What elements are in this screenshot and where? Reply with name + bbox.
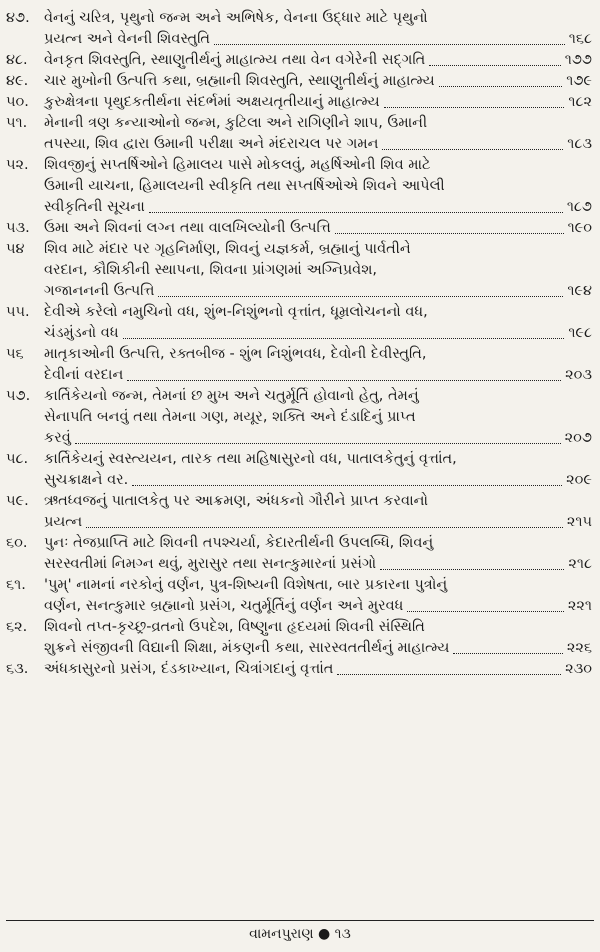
dot-leader xyxy=(127,380,561,381)
page-number: ૧૮૩ xyxy=(567,136,592,152)
entry-number: ૪૯. xyxy=(6,73,29,89)
entry-title-line: પ્રયત્ન અને વેનની શિવસ્તુતિ xyxy=(44,31,211,47)
page-number: ૧૯૮ xyxy=(568,325,592,341)
entry-number: ૫૭. xyxy=(6,388,31,404)
entry-title-line: કાર્તિકેયનો જન્મ, તેમનાં છ મુખ અને ચતુર્મૂર્તિ હોવાનો હેતુ, તેમનું xyxy=(44,388,419,404)
entry-last-line xyxy=(44,638,592,659)
entry-title-line: વરદાન, કૌશિકીની સ્થાપના, શિવના પ્રાંગણમાં અગ્નિપ્રવેશ, xyxy=(44,262,378,278)
entry-number: ૫૫. xyxy=(6,304,30,320)
entry-last-line xyxy=(44,29,592,50)
toc-entry xyxy=(6,155,592,218)
entry-title-line: ઉમા અને શિવનાં લગ્ન તથા વાલખિલ્યોની ઉત્પત્તિ xyxy=(44,220,331,236)
entry-title-line: સેનાપતિ બનવું તથા તેમના ગણ, મયૂર, શક્તિ અને દંડાદિનું પ્રાપ્ત xyxy=(44,409,416,425)
footer-text: વામનપુરાણ ● ૧૩ xyxy=(249,926,351,942)
entry-last-line xyxy=(44,50,592,71)
entry-title-line: દેવીનાં વરદાન xyxy=(44,367,124,383)
page-number: ૨૧૫ xyxy=(566,514,592,530)
entry-title-line: કાર્તિકેયનું સ્વસ્ત્યયન, તારક તથા મહિષાસુરનો વધ, પાતાલકેતુનું વૃત્તાંત, xyxy=(44,451,457,467)
dot-leader xyxy=(439,86,563,87)
entry-number: ૫૪ xyxy=(6,241,25,257)
entry-body xyxy=(44,344,592,386)
toc-entry xyxy=(6,386,592,449)
entry-body xyxy=(44,491,592,533)
entry-body xyxy=(44,533,592,575)
entry-title-line: દેવીએ કરેલો નમુચિનો વધ, શુંભ-નિશુંભનો વૃત્તાંત, ધૂમ્રલોચનનો વધ, xyxy=(44,304,428,320)
entry-last-line xyxy=(44,596,592,617)
entry-body xyxy=(44,113,592,155)
entry-last-line xyxy=(44,554,592,575)
entry-title-line: શિવનો તપ્ત-કૃચ્છ્ર-વ્રતનો ઉપદેશ, વિષ્ણુના હૃદયમાં શિવની સંસ્થિતિ xyxy=(44,619,425,635)
entry-last-line xyxy=(44,470,592,491)
dot-leader xyxy=(149,212,563,213)
page-number: ૧૮૨ xyxy=(568,94,592,110)
entry-last-line xyxy=(44,659,592,680)
entry-last-line xyxy=(44,134,592,155)
page-footer xyxy=(0,920,600,948)
entry-body xyxy=(44,218,592,239)
entry-title-line: પ્રયત્ન xyxy=(44,514,83,530)
entry-body xyxy=(44,155,592,218)
entry-number: ૫૨. xyxy=(6,157,29,173)
entry-body xyxy=(44,50,592,71)
entry-title-line: શુક્રને સંજીવની વિદ્યાની શિક્ષા, મંકણની કથા, સારસ્વતતીર્થનું માહાત્મ્ય xyxy=(44,640,450,656)
entry-title-line: ચંડમુંડનો વધ xyxy=(44,325,119,341)
page-number: ૨૦૭ xyxy=(564,430,592,446)
entry-title-line: વેનકૃત શિવસ્તુતિ, સ્થાણુતીર્થનું માહાત્મ્ય તથા વેન વગેરેની સદ્‌ગતિ xyxy=(44,52,426,68)
toc-entry xyxy=(6,50,592,71)
toc-entry xyxy=(6,491,592,533)
toc-entry xyxy=(6,659,592,680)
dot-leader xyxy=(453,653,562,654)
entry-number: ૫૯. xyxy=(6,493,29,509)
entry-last-line xyxy=(44,281,592,302)
entry-title-line: પુનઃ તેજપ્રાપ્તિ માટે શિવની તપશ્ચર્યા, કેદારતીર્થની ઉપલબ્ધિ, શિવનું xyxy=(44,535,434,551)
entry-body xyxy=(44,71,592,92)
entry-last-line xyxy=(44,218,592,239)
entry-body xyxy=(44,617,592,659)
page-number: ૧૭૭ xyxy=(564,52,592,68)
entry-title-line: અંધકાસુરનો પ્રસંગ, દંડકાખ્યાન, ચિત્રાંગદાનું વૃત્તાંત xyxy=(44,661,334,677)
dot-leader xyxy=(132,485,562,486)
entry-number: ૫૧. xyxy=(6,115,28,131)
page-number: ૧૬૮ xyxy=(568,31,592,47)
entry-last-line xyxy=(44,71,592,92)
entry-title-line: મેનાની ત્રણ કન્યાઓનો જન્મ, કુટિલા અને રાગિણીને શાપ, ઉમાની xyxy=(44,115,428,131)
dot-leader xyxy=(407,611,563,612)
toc-entry xyxy=(6,533,592,575)
entry-body xyxy=(44,386,592,449)
entry-last-line xyxy=(44,323,592,344)
dot-leader xyxy=(158,296,563,297)
page-number: ૨૩૦ xyxy=(565,661,592,677)
entry-title-line: સ્વીકૃતિની સૂચના xyxy=(44,199,145,215)
entry-number: ૫૦. xyxy=(6,94,29,110)
entry-title-line: વેનનું ચરિત્ર, પૃથુનો જન્મ અને અભિષેક, વેનના ઉદ્ધાર માટે પૃથુનો xyxy=(44,10,428,26)
entry-last-line xyxy=(44,92,592,113)
page-number: ૨૨૬ xyxy=(566,640,592,656)
entry-title-line: ઉમાની યાચના, હિમાલયની સ્વીકૃતિ તથા સપ્તર્ષિઓએ શિવને આપેલી xyxy=(44,178,445,194)
entry-last-line xyxy=(44,365,592,386)
entry-title-line: માતૃકાઓની ઉત્પત્તિ, રક્તબીજ - શુંભ નિશુંભવધ, દેવોની દેવીસ્તુતિ, xyxy=(44,346,427,362)
entry-last-line xyxy=(44,428,592,449)
dot-leader xyxy=(86,527,563,528)
entry-body xyxy=(44,659,592,680)
page-number: ૧૭૯ xyxy=(566,73,592,89)
table-of-contents xyxy=(6,8,592,680)
entry-number: ૪૭. xyxy=(6,10,30,26)
dot-leader xyxy=(380,569,564,570)
toc-entry xyxy=(6,113,592,155)
page-number: ૨૦૯ xyxy=(566,472,592,488)
toc-entry xyxy=(6,449,592,491)
toc-entry xyxy=(6,302,592,344)
dot-leader xyxy=(123,338,565,339)
entry-body xyxy=(44,8,592,50)
footer-rule xyxy=(6,920,594,921)
entry-title-line: ગજાનનની ઉત્પત્તિ xyxy=(44,283,155,299)
entry-title-line: શિવ માટે મંદાર પર ગૃહનિર્માણ, શિવનું યજ્ઞકર્મ, બ્રહ્માનું પાર્વતીને xyxy=(44,241,411,257)
entry-title-line: ઋતધ્વજનું પાતાલકેતુ પર આક્રમણ, અંધકનો ગૌરીને પ્રાપ્ત કરવાનો xyxy=(44,493,429,509)
entry-title-line: કરવું xyxy=(44,430,71,446)
entry-title-line: ચાર મુખોની ઉત્પત્તિ કથા, બ્રહ્માની શિવસ્તુતિ, સ્થાણુતીર્થનું માહાત્મ્ય xyxy=(44,73,435,89)
page-number: ૧૯૪ xyxy=(567,283,592,299)
page-number: ૧૯૦ xyxy=(567,220,592,236)
entry-title-line: વર્ણન, સનત્કુમાર બ્રહ્માનો પ્રસંગ, ચતુર્મૂર્તિનું વર્ણન અને મુરવધ xyxy=(44,598,404,614)
entry-title-line: સુચક્રાક્ષને વર. xyxy=(44,472,129,488)
toc-entry xyxy=(6,575,592,617)
entry-body xyxy=(44,575,592,617)
entry-number: ૫૬ xyxy=(6,346,24,362)
toc-entry xyxy=(6,218,592,239)
entry-number: ૫૩. xyxy=(6,220,30,236)
page-number: ૨૧૮ xyxy=(568,556,592,572)
dot-leader xyxy=(384,107,565,108)
entry-last-line xyxy=(44,197,592,218)
dot-leader xyxy=(382,149,563,150)
dot-leader xyxy=(429,65,560,66)
toc-entry xyxy=(6,617,592,659)
entry-title-line: સરસ્વતીમાં નિમગ્ન થવું, મુરાસુર તથા સનત્કુમારનાં પ્રસંગો xyxy=(44,556,377,572)
entry-number: ૬૧. xyxy=(6,577,26,593)
entry-title-line: કુરુક્ષેત્રના પૃથુદકતીર્થના સંદર્ભમાં અક્ષયતૃતીયાનું માહાત્મ્ય xyxy=(44,94,380,110)
toc-entry xyxy=(6,92,592,113)
dot-leader xyxy=(337,674,561,675)
entry-body xyxy=(44,92,592,113)
dot-leader xyxy=(75,443,561,444)
entry-number: ૬૨. xyxy=(6,619,28,635)
toc-entry xyxy=(6,8,592,50)
entry-title-line: તપસ્યા, શિવ દ્વારા ઉમાની પરીક્ષા અને મંદરાચલ પર ગમન xyxy=(44,136,379,152)
entry-last-line xyxy=(44,512,592,533)
dot-leader xyxy=(214,44,565,45)
entry-number: ૪૮. xyxy=(6,52,28,68)
dot-leader xyxy=(335,233,564,234)
entry-number: ૬૩. xyxy=(6,661,29,677)
entry-body xyxy=(44,449,592,491)
page-number: ૨૨૧ xyxy=(567,598,592,614)
entry-title-line: શિવજીનું સપ્તર્ષિઓને હિમાલય પાસે મોકલવું, મહર્ષિઓની શિવ માટે xyxy=(44,157,431,173)
toc-entry xyxy=(6,71,592,92)
entry-body xyxy=(44,302,592,344)
toc-entry xyxy=(6,239,592,302)
entry-title-line: 'પુમ્' નામનાં નરકોનું વર્ણન, પુત્ર-શિષ્યની વિશેષતા, બાર પ્રકારના પુત્રોનું xyxy=(44,577,448,593)
page-number: ૧૮૭ xyxy=(566,199,592,215)
entry-number: ૫૮. xyxy=(6,451,29,467)
toc-entry xyxy=(6,344,592,386)
entry-number: ૬૦. xyxy=(6,535,28,551)
page-number: ૨૦૩ xyxy=(565,367,592,383)
entry-body xyxy=(44,239,592,302)
